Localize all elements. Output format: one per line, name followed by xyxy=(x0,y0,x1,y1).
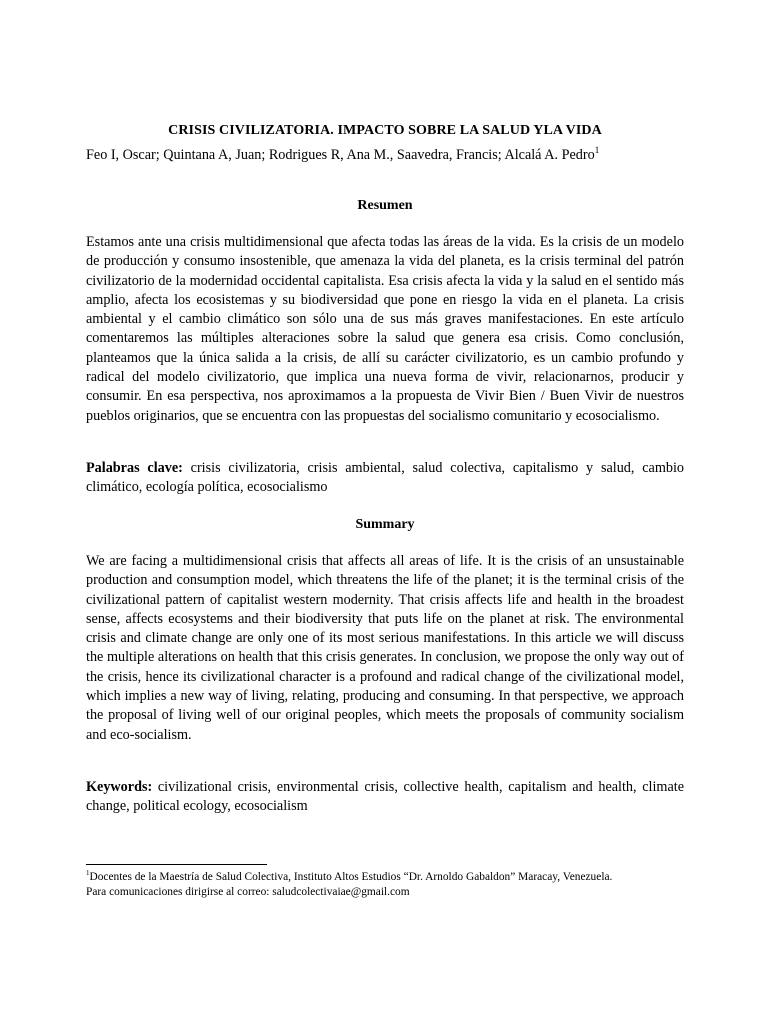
keywords-text: civilizational crisis, environmental crisis, collective health, capitalism and health, climate change, political ecology, ecosocialism xyxy=(86,779,684,815)
footnote-line-2: Para comunicaciones dirigirse al correo: saludcolectivaiae@gmail.com xyxy=(86,886,410,898)
author-footnote-mark: 1 xyxy=(594,145,600,155)
keywords xyxy=(86,778,684,817)
palabras-clave-text: crisis civilizatoria, crisis ambiental, salud colectiva, capitalismo y salud, cambio climático, ecología política, ecosocialismo xyxy=(86,460,685,496)
footnote-separator xyxy=(86,864,267,865)
resumen-heading: Resumen xyxy=(357,198,413,213)
footnote-mark: 1 xyxy=(86,869,90,877)
paper-title: CRISIS CIVILIZATORIA. IMPACTO SOBRE LA SALUD YLA VIDA xyxy=(168,123,602,138)
summary-body: We are facing a multidimensional crisis that affects all areas of life. It is the crisis of an unsustainable production and consumption model, which threatens the life of the planet; it is the terminal crisis of the civilizational pattern of capitalist western modernity. That crisis affects life and health in the broadest sense, affects ecosystems and their biodiversity that puts life on the planet at risk. The environmental crisis and climate change are only one of its most serious manifestations. In this article we will discuss the multiple alterations on health that this crisis generates. In conclusion, we propose the only way out of the crisis, hence its civilizational character is a profound and radical change of the civilizational model, which implies a new way of living, relating, producing and consuming. In that perspective, we approach the proposal of living well of our original peoples, which meets the proposals of community socialism and eco-socialism. xyxy=(86,553,684,743)
footnote-line-1: Docentes de la Maestría de Salud Colectiva, Instituto Altos Estudios “Dr. Arnoldo Gabaldon” Maracay, Venezuela. xyxy=(89,871,613,883)
keywords-label: Keywords: xyxy=(86,779,153,795)
resumen-body: Estamos ante una crisis multidimensional que afecta todas las áreas de la vida. Es la crisis de un modelo de producción y consumo insostenible, que amenaza la vida del planeta, es la crisis terminal del patrón civilizatorio de la modernidad occidental capitalista. Esa crisis afecta la vida y la salud en el sentido más amplio, afecta los ecosistemas y su biodiversidad que pone en riesgo la vida en el planeta. La crisis ambiental y el cambio climático son sólo una de sus más graves manifestaciones. En este artículo comentaremos las múltiples alteraciones sobre la salud que genera esa crisis. Como conclusión, planteamos que la única salida a la crisis, de allí su carácter civilizatorio, es un cambio profundo y radical del modelo civilizatorio, que implica una nueva forma de vivir, relacionarnos, producir y consumir. En esa perspectiva, nos aproximamos a la propuesta de Vivir Bien / Buen Vivir de nuestros pueblos originarios, que se encuentra con las propuestas del socialismo comunitario y ecosocialismo. xyxy=(86,234,684,424)
footnote xyxy=(86,870,706,900)
palabras-clave xyxy=(86,459,684,498)
summary-heading: Summary xyxy=(355,517,415,532)
author-list xyxy=(86,145,684,165)
author-names: Feo I, Oscar; Quintana A, Juan; Rodrigues R, Ana M., Saavedra, Francis; Alcalá A. Pedro xyxy=(86,147,595,163)
palabras-clave-label: Palabras clave: xyxy=(86,460,183,476)
